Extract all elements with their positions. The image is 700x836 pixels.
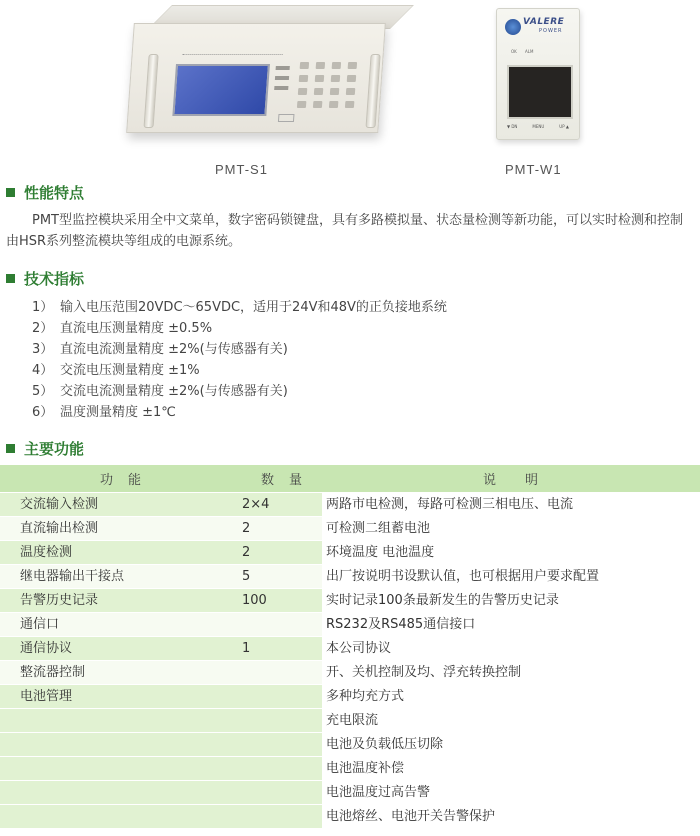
header-function: 功 能 [0, 465, 242, 493]
ok-label: OK [511, 49, 517, 54]
table-row: 通信协议 1 本公司协议 [0, 637, 700, 661]
header-quantity: 数 量 [242, 465, 322, 493]
lcd-display [507, 65, 573, 119]
table-row: 电池温度过高告警 [0, 781, 700, 805]
pmt-w1-product-image [492, 8, 582, 148]
alm-label: ALM [525, 49, 534, 54]
specs-heading [6, 268, 84, 289]
features-title: 性能特点 [24, 184, 85, 202]
logo-brand: VALERE [523, 17, 565, 27]
specs-list [32, 297, 692, 423]
square-bullet-icon [6, 444, 15, 453]
specs-title: 技术指标 [24, 270, 85, 288]
table-row: 电池管理 多种均充方式 [0, 685, 700, 709]
table-row: 通信口 RS232及RS485通信接口 [0, 613, 700, 637]
functions-table [0, 465, 700, 829]
front-label [183, 48, 283, 55]
functions-title: 主要功能 [24, 440, 85, 458]
left-handle [144, 54, 159, 128]
table-header-row [0, 465, 700, 493]
features-heading [6, 182, 84, 203]
pmt-w1-caption: PMT-W1 [505, 162, 562, 177]
pmt-s1-front-panel [126, 23, 386, 133]
square-bullet-icon [6, 274, 15, 283]
header-description: 说 明 [322, 465, 700, 493]
spec-item: 1） 输入电压范围20VDC～65VDC，适用于24V和48V的正负接地系统 [32, 300, 447, 315]
spec-item: 6） 温度测量精度 ±1℃ [32, 405, 176, 420]
functions-heading [6, 438, 84, 459]
table-row: 继电器输出干接点 5 出厂按说明书设默认值，也可根据用户要求配置 [0, 565, 700, 589]
features-paragraph [6, 210, 694, 252]
button-row [507, 121, 569, 131]
table-row: 电池温度补偿 [0, 757, 700, 781]
right-handle [366, 54, 381, 128]
indicator-leds [274, 66, 290, 96]
pmt-s1-product-image [118, 5, 408, 155]
menu-button-label: MENU [532, 123, 545, 129]
lcd-screen [172, 64, 270, 116]
table-row: 整流器控制 开、关机控制及均、浮充转换控制 [0, 661, 700, 685]
logo-sub: POWER [539, 28, 563, 34]
pmt-s1-caption: PMT-S1 [215, 162, 268, 177]
spec-item: 3） 直流电流测量精度 ±2%(与传感器有关) [32, 342, 288, 357]
table-row: 告警历史记录 100 实时记录100条最新发生的告警历史记录 [0, 589, 700, 613]
table-row: 交流输入检测 2×4 两路市电检测，每路可检测三相电压、电流 [0, 493, 700, 517]
table-row: 电池熔丝、电池开关告警保护 [0, 805, 700, 829]
keypad [297, 62, 362, 112]
valere-logo [505, 17, 575, 39]
table-row: 直流输出检测 2 可检测二组蓄电池 [0, 517, 700, 541]
front-port [278, 114, 295, 122]
table-row: 电池及负载低压切除 [0, 733, 700, 757]
table-row: 温度检测 2 环境温度 电池温度 [0, 541, 700, 565]
spec-item: 2） 直流电压测量精度 ±0.5% [32, 321, 213, 336]
logo-x-icon [505, 19, 521, 35]
spec-item: 5） 交流电流测量精度 ±2%(与传感器有关) [32, 384, 288, 399]
down-button-label: ▼ DN [507, 123, 518, 129]
features-text: PMT型监控模块采用全中文菜单，数字密码锁键盘，具有多路模拟量、状态量检测等新功能，可以实时检测和控制由HSR系列整流模块等组成的电源系统。 [6, 213, 683, 249]
table-row: 充电限流 [0, 709, 700, 733]
up-button-label: UP ▲ [559, 123, 569, 129]
pmt-w1-front-panel [496, 8, 580, 140]
square-bullet-icon [6, 188, 15, 197]
spec-item: 4） 交流电压测量精度 ±1% [32, 363, 200, 378]
